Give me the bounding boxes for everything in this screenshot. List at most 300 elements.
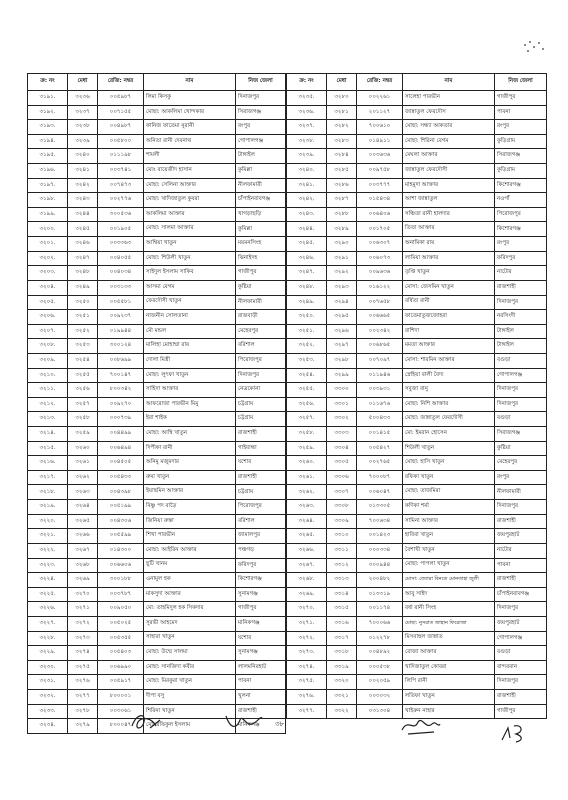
serial-cell: ৩২৩৬. — [287, 105, 327, 120]
table-header-row — [28, 74, 286, 91]
reg-no-cell: ০০৪৩৯৮ — [98, 485, 144, 500]
reg-no-cell: ০০৩৩৬৩ — [98, 237, 144, 252]
name-cell: অনিতা রানী দেবনাথ — [144, 134, 236, 149]
serial-cell: ৩২৪৪. — [287, 222, 327, 237]
district-cell: পাবনা — [236, 675, 286, 690]
merit-cell: ৩২৩৮ — [68, 120, 98, 135]
merit-cell: ৩২৭৮ — [68, 704, 98, 719]
district-cell: রাজশাহী — [495, 689, 547, 704]
name-cell: মোছা: পাপলা খাতুন — [403, 558, 495, 573]
serial-cell: ৩২১০. — [28, 368, 68, 383]
name-cell: ফেরদৌসী খাতুন — [144, 295, 236, 310]
table-row — [287, 134, 547, 149]
header-district: নিজ জেলা — [236, 74, 286, 91]
header-name: নাম — [144, 74, 236, 91]
district-cell: রংপুর — [236, 120, 286, 135]
district-cell: জয়পুরহাট — [495, 529, 547, 544]
reg-no-cell: ০০৪৩০৬ — [98, 514, 144, 529]
header-reg-no: রেজি: নম্বর — [98, 74, 144, 91]
district-cell: পিরোজপুর — [236, 500, 286, 515]
serial-cell: ৩১৯৫. — [28, 149, 68, 164]
right-table-body — [287, 91, 547, 719]
serial-cell: ৩২৭৭. — [287, 704, 327, 719]
reg-no-cell: ০০১৪১৫ — [357, 427, 403, 442]
reg-no-cell: ০০৫১৯৯ — [98, 500, 144, 515]
name-cell: রাশিদা — [403, 324, 495, 339]
name-cell: মোছা: শিউলী খাতুন — [144, 251, 236, 266]
reg-no-cell: ৩০০১২৪ — [98, 339, 144, 354]
reg-no-cell: ০০৬৩০৭ — [357, 237, 403, 252]
district-cell: রাজশাহী — [495, 573, 547, 588]
serial-cell: ৩২৩৪. — [28, 719, 68, 734]
name-cell: মোছা: হাসি খাতুন — [403, 456, 495, 471]
signature-3 — [398, 712, 442, 738]
merit-cell: ৩২৬২ — [68, 470, 98, 485]
reg-no-cell: ০০৬৪৯৪ — [98, 441, 144, 456]
table-row — [287, 616, 547, 631]
reg-no-cell: ৭০০০৮৭ — [357, 470, 403, 485]
serial-cell: ৩২২৮. — [28, 631, 68, 646]
name-cell: মোসা: জ্যোরা বিনতে মোনতাহা জুলী — [403, 573, 495, 588]
reg-no-cell: ০১২২৭৮ — [357, 631, 403, 646]
serial-cell: ৩২৫২. — [287, 339, 327, 354]
reg-no-cell: ৮০০০৪৭ — [98, 719, 144, 734]
district-cell: গাজীপুর — [236, 266, 286, 281]
reg-no-cell: ০০৯০৫০ — [98, 602, 144, 617]
reg-no-cell: ০০০৭৩৯ — [98, 412, 144, 427]
table-row — [287, 164, 547, 179]
serial-cell: ৩২৬৬. — [287, 543, 327, 558]
name-cell: কানিজ ফাতেমা নুরানী — [144, 120, 236, 135]
reg-no-cell: ০০৯২৩৭ — [98, 310, 144, 325]
table-row — [287, 91, 547, 106]
merit-cell: ৩২৫১ — [68, 310, 98, 325]
district-cell: কিশোরগঞ্জ — [236, 573, 286, 588]
name-cell: জান্নাতুল ফেরদৌস — [403, 105, 495, 120]
reg-no-cell: ০০২৭৭৬ — [98, 193, 144, 208]
merit-cell: ৩২৫২ — [68, 324, 98, 339]
table-row — [287, 558, 547, 573]
merit-cell: ৩২৫৯ — [68, 427, 98, 442]
merit-cell: ৩৩০৭ — [327, 485, 357, 500]
district-cell: রংপুর — [495, 120, 547, 135]
table-row — [287, 485, 547, 500]
merit-cell: ৩২৩৯ — [68, 134, 98, 149]
merit-cell: ৩৩০১ — [327, 397, 357, 412]
serial-cell: ৩২২৫. — [28, 587, 68, 602]
header-serial: ক্র: নং — [287, 74, 327, 91]
district-cell: রাজশাহী — [236, 470, 286, 485]
serial-cell: ৩২৬০. — [287, 456, 327, 471]
table-row — [287, 675, 547, 690]
serial-cell: ৩২০১. — [28, 237, 68, 252]
merit-cell: ৩২৫৭ — [68, 397, 98, 412]
table-row — [28, 456, 286, 471]
reg-no-cell: ২০০৪৮২ — [357, 573, 403, 588]
name-cell: মৌ মন্ডল — [144, 324, 236, 339]
district-cell: সুনামগঞ্জ — [236, 587, 286, 602]
district-cell: চট্টগ্রাম — [236, 412, 286, 427]
reg-no-cell: ০০৫৩৫৫ — [98, 631, 144, 646]
table-row — [287, 339, 547, 354]
merit-cell: ৩৩২১ — [327, 689, 357, 704]
district-cell: নরসিংদী — [495, 310, 547, 325]
table-row — [287, 646, 547, 661]
district-cell: ময়মনসিংহ — [236, 237, 286, 252]
table-row — [287, 689, 547, 704]
serial-cell: ৩২৪৯. — [287, 295, 327, 310]
merit-cell: ৩২৯৬ — [327, 324, 357, 339]
serial-cell: ৩১৯৬. — [28, 164, 68, 179]
name-cell: লিপি রানী — [403, 675, 495, 690]
name-cell: ইয়াছমিন আক্তার — [144, 485, 236, 500]
reg-no-cell: ০৩১৩০৪ — [357, 704, 403, 719]
reg-no-cell: ০০৫৯৮৭ — [98, 91, 144, 106]
merit-cell: ৩২৭৭ — [68, 689, 98, 704]
table-row — [28, 427, 286, 442]
table-row — [287, 353, 547, 368]
serial-cell: ৩২৭৩. — [287, 646, 327, 661]
reg-no-cell: ০০৭১৫৫ — [98, 105, 144, 120]
serial-cell: ৩২০৩. — [28, 266, 68, 281]
name-cell: মোছা: শিরিনা বেগম — [403, 134, 495, 149]
district-cell: কুমিল্লা — [236, 222, 286, 237]
merit-cell: ৩২৪৫ — [68, 222, 98, 237]
left-results-table — [27, 73, 286, 734]
name-cell: খাদিজাতুল কোবরা — [403, 660, 495, 675]
table-row — [28, 105, 286, 120]
district-cell: টাঙ্গাইল — [236, 149, 286, 164]
name-cell: জান্নাতুল ফেরদৌসী — [403, 164, 495, 179]
merit-cell: ৩২৭৯ — [68, 719, 98, 734]
merit-cell: ৩২৮৮ — [327, 207, 357, 222]
table-row — [287, 383, 547, 398]
name-cell: হাবিবা খাতুন — [403, 529, 495, 544]
serial-cell: ৩২৩৫. — [287, 91, 327, 106]
reg-no-cell: ০০১১৭৪ — [357, 602, 403, 617]
table-row — [28, 558, 286, 573]
merit-cell: ৩২৪৪ — [68, 207, 98, 222]
name-cell: বিষ্ণু পদ বাড়ৈ — [144, 500, 236, 515]
merit-cell: ৩২৭৬ — [68, 675, 98, 690]
name-cell: বর্ষা রানী সিংহ — [403, 602, 495, 617]
serial-cell: ৩২৪৬. — [287, 251, 327, 266]
serial-cell: ৩২৬৩. — [287, 500, 327, 515]
district-cell: দিনাজপুর — [495, 602, 547, 617]
name-cell: ইরা শাইক — [144, 412, 236, 427]
district-cell: মেহেরপুর — [236, 324, 286, 339]
serial-cell: ৩২৪৫. — [287, 237, 327, 252]
name-cell: মাকসুদা আক্তার — [144, 587, 236, 602]
table-row — [28, 412, 286, 427]
reg-no-cell: ৩০০৯৪৪ — [357, 558, 403, 573]
name-cell: মোছা: নিশি আক্তার — [403, 397, 495, 412]
merit-cell: ৩৩০০ — [327, 383, 357, 398]
left-table-body — [28, 91, 286, 734]
merit-cell: ৩৩১৭ — [327, 631, 357, 646]
serial-cell: ৩২০৫. — [28, 295, 68, 310]
serial-cell: ৩২৫০. — [287, 310, 327, 325]
table-row — [287, 266, 547, 281]
reg-no-cell: ০০৫০২৫ — [98, 616, 144, 631]
reg-no-cell: ০০৩৭৪১ — [98, 164, 144, 179]
table-row — [28, 222, 286, 237]
name-cell: মো: তাহমিদুল হক সিকদার — [144, 602, 236, 617]
reg-no-cell: ০০০৫৩৮ — [357, 660, 403, 675]
merit-cell: ৩৩১২ — [327, 558, 357, 573]
reg-no-cell: ০০৬০৪৭ — [357, 485, 403, 500]
table-row — [287, 310, 547, 325]
name-cell: মো: রফিকুল ইসলাম — [144, 719, 236, 734]
merit-cell: ৩২৮২ — [327, 120, 357, 135]
table-row — [287, 222, 547, 237]
reg-no-cell: ০০৩৭৮৭ — [98, 587, 144, 602]
serial-cell: ৩২৩০. — [28, 660, 68, 675]
serial-cell: ৩২১১. — [28, 383, 68, 398]
serial-cell: ৩১৯৩. — [28, 120, 68, 135]
serial-cell: ৩২৩৩. — [28, 704, 68, 719]
serial-cell: ৩২১৬. — [28, 456, 68, 471]
table-row — [28, 602, 286, 617]
district-cell: নাটোর — [495, 266, 547, 281]
name-cell: লিমা কিসকু — [144, 91, 236, 106]
name-cell: আফরোজা পারভীন মিমু — [144, 397, 236, 412]
district-cell: নওগাঁ — [495, 193, 547, 208]
serial-cell: ৩২৭২. — [287, 631, 327, 646]
serial-cell: ৩২৭৪. — [287, 660, 327, 675]
header-merit: মেধা — [68, 74, 98, 91]
district-cell: দিনাজপুর — [495, 500, 547, 515]
district-cell: বগুড়া — [495, 646, 547, 661]
district-cell: ঝিনাইদহ — [236, 251, 286, 266]
serial-cell: ৩২২৪. — [28, 573, 68, 588]
serial-cell: ৩২৪২. — [287, 193, 327, 208]
reg-no-cell: ০১৫৪৩৪ — [357, 193, 403, 208]
table-row — [287, 441, 547, 456]
table-row — [28, 689, 286, 704]
name-cell: মালিহা মোহাম্মা রায় — [144, 339, 236, 354]
serial-cell: ৩২০৮. — [28, 339, 68, 354]
merit-cell: ৩২৬৮ — [68, 558, 98, 573]
merit-cell: ৩২৮৫ — [327, 164, 357, 179]
district-cell: যশোর — [236, 631, 286, 646]
header-district: নিজ জেলা — [495, 74, 547, 91]
serial-cell: ৩১৯৯. — [28, 207, 68, 222]
district-cell: নীলফামারী — [236, 295, 286, 310]
name-cell: লামিয়া আক্তার — [403, 251, 495, 266]
name-cell: তিতা আক্তার — [403, 222, 495, 237]
district-cell: গোপালগঞ্জ — [495, 368, 547, 383]
merit-cell: ৩৩১৬ — [327, 616, 357, 631]
reg-no-cell: ০০৫৯১৭ — [98, 675, 144, 690]
district-cell: গাজীপুর — [236, 602, 286, 617]
district-cell: চট্টগ্রাম — [236, 485, 286, 500]
table-row — [28, 383, 286, 398]
merit-cell: ৩২৯৭ — [327, 339, 357, 354]
table-row — [28, 251, 286, 266]
merit-cell: ৩২৯৫ — [327, 310, 357, 325]
name-cell: মোছা: জান্নাতুল ফেরদৌসী — [403, 412, 495, 427]
merit-cell: ৩২৪৯ — [68, 280, 98, 295]
reg-no-cell: ৩০০১৮৮ — [98, 573, 144, 588]
merit-cell: ৩২৫৮ — [68, 412, 98, 427]
merit-cell: ৩২৪২ — [68, 178, 98, 193]
district-cell: নীলফামারী — [236, 178, 286, 193]
serial-cell: ৩২১৮. — [28, 485, 68, 500]
district-cell: জামালপুর — [236, 529, 286, 544]
name-cell: শামলী — [144, 149, 236, 164]
district-cell: টাঙ্গাইল — [495, 339, 547, 354]
district-cell: কুড়িগ্রাম — [495, 164, 547, 179]
serial-cell: ৩২৫৫. — [287, 383, 327, 398]
reg-no-cell: ০০৩১৩৩ — [98, 280, 144, 295]
table-row — [28, 207, 286, 222]
serial-cell: ৩২০৯. — [28, 353, 68, 368]
table-row — [287, 514, 547, 529]
district-cell: সিরাজগঞ্জ — [495, 149, 547, 164]
name-cell: মোছা: আম্বি খাতুন — [144, 427, 236, 442]
reg-no-cell: ০০৩৯৩১ — [357, 383, 403, 398]
reg-no-cell: ০০৭৪৭৩ — [98, 178, 144, 193]
merit-cell: ৩২৯১ — [327, 251, 357, 266]
name-cell: মোছা: তাজমিরা — [403, 485, 495, 500]
reg-no-cell: ০০৮৬৯৯ — [98, 353, 144, 368]
merit-cell: ৩৩০২ — [327, 412, 357, 427]
reg-no-cell: ০০৬৯৯০ — [98, 660, 144, 675]
reg-no-cell: ০১৩৩১৯ — [357, 587, 403, 602]
name-cell: সাহিদা আক্তার — [144, 383, 236, 398]
reg-no-cell: ০০৫৮০০ — [98, 134, 144, 149]
reg-no-cell: ০০৬৮৬৫ — [357, 339, 403, 354]
table-row — [28, 485, 286, 500]
district-cell: দিনাজপুর — [236, 368, 286, 383]
merit-cell: ৩২৬১ — [68, 456, 98, 471]
table-row — [287, 397, 547, 412]
serial-cell: ৩২১২. — [28, 397, 68, 412]
serial-cell: ৩২৪১. — [287, 178, 327, 193]
merit-cell: ৩৩১৫ — [327, 602, 357, 617]
district-cell: সিরাজগঞ্জ — [495, 427, 547, 442]
name-cell: জিনিয়া রুস্তা — [144, 514, 236, 529]
table-row — [28, 631, 286, 646]
table-row — [28, 178, 286, 193]
serial-cell: ৩২০৬. — [28, 310, 68, 325]
name-cell: মোছা: আইরিন আক্তার — [144, 543, 236, 558]
name-cell: শিরিনা খাতুন — [144, 704, 236, 719]
merit-cell: ৩২৮৯ — [327, 222, 357, 237]
reg-no-cell: ০০২২৬১ — [357, 91, 403, 106]
district-cell: জয়পুরহাট — [495, 616, 547, 631]
district-cell: পিরোজপুর — [236, 353, 286, 368]
table-row — [287, 456, 547, 471]
district-cell: দিনাজপুর — [495, 675, 547, 690]
merit-cell: ৩২৪৩ — [68, 193, 98, 208]
name-cell: মোছা: সানজিদা কবীর — [144, 660, 236, 675]
table-row — [287, 295, 547, 310]
table-row — [28, 660, 286, 675]
district-cell: কুমিল্লা — [236, 164, 286, 179]
serial-cell: ৩২১৩. — [28, 412, 68, 427]
district-cell: পঞ্চগড় — [236, 543, 286, 558]
table-row — [287, 193, 547, 208]
page-number: ৩৮ — [275, 720, 285, 728]
table-row — [28, 500, 286, 515]
serial-cell: ৩২২১. — [28, 529, 68, 544]
table-row — [287, 280, 547, 295]
serial-cell: ৩২৭৬. — [287, 689, 327, 704]
serial-cell: ৩১৯৭. — [28, 178, 68, 193]
merit-cell: ৩২৯২ — [327, 266, 357, 281]
serial-cell: ৩২৫৪. — [287, 368, 327, 383]
merit-cell: ৩৩১৪ — [327, 587, 357, 602]
reg-no-cell: ০০৫৪৩৩ — [98, 470, 144, 485]
reg-no-cell: ০০৬০৭৩ — [357, 251, 403, 266]
merit-cell: ৩৩১৩ — [327, 573, 357, 588]
serial-cell: ৩২২৬. — [28, 602, 68, 617]
serial-cell: ৩১৯৪. — [28, 134, 68, 149]
reg-no-cell: ০১৬১২২ — [357, 280, 403, 295]
name-cell: মো: ইমরান হোসেন — [403, 427, 495, 442]
merit-cell: ৩২৬০ — [68, 441, 98, 456]
table-row — [28, 266, 286, 281]
merit-cell: ৩২৮৬ — [327, 178, 357, 193]
serial-cell: ৩২১৫. — [28, 441, 68, 456]
serial-cell: ৩২২৭. — [28, 616, 68, 631]
table-row — [28, 310, 286, 325]
merit-cell: ৩২৮০ — [327, 91, 357, 106]
header-merit: মেধা — [327, 74, 357, 91]
table-row — [287, 178, 547, 193]
table-row — [287, 207, 547, 222]
district-cell: রাজশাহী — [236, 427, 286, 442]
district-cell: খুলনা — [236, 689, 286, 704]
reg-no-cell: ৭০০৬১০ — [357, 120, 403, 135]
table-row — [28, 339, 286, 354]
table-row — [287, 237, 547, 252]
district-cell: বরিশাল — [236, 514, 286, 529]
reg-no-cell: ০০০৩৩৪ — [357, 543, 403, 558]
reg-no-cell: ০০৯২৭০ — [98, 397, 144, 412]
merit-cell: ৩২৬৩ — [68, 485, 98, 500]
district-cell: গাইবান্ধা — [236, 441, 286, 456]
name-cell: মোছা: আকলিমা খোন্দকার — [144, 105, 236, 120]
merit-cell: ৩২৭৪ — [68, 646, 98, 661]
reg-no-cell: ০০৬৬৬৫ — [357, 310, 403, 325]
serial-cell: ৩২৫৩. — [287, 353, 327, 368]
merit-cell: ৩২৫৩ — [68, 339, 98, 354]
table-header-row — [287, 74, 547, 91]
district-cell: যশোর — [236, 456, 286, 471]
district-cell: টাঙ্গাইল — [495, 324, 547, 339]
merit-cell: ৩২৫৪ — [68, 353, 98, 368]
name-cell: দোলা মিস্ত্রী — [144, 353, 236, 368]
signature-4 — [498, 720, 532, 744]
serial-cell: ৩২২২. — [28, 543, 68, 558]
district-cell: রাজশাহী — [495, 280, 547, 295]
table-row — [28, 134, 286, 149]
serial-cell: ৩২৪৩. — [287, 207, 327, 222]
table-row — [287, 368, 547, 383]
signature-1 — [126, 708, 166, 736]
reg-no-cell: ৭০০৬৩৪ — [357, 514, 403, 529]
serial-cell: ৩২৬৫. — [287, 529, 327, 544]
serial-cell: ৩২৬৮. — [287, 573, 327, 588]
district-cell: রাজশাহী — [236, 704, 286, 719]
name-cell: মোছা: নুসরাত জাহান ফিরোজা — [403, 616, 495, 631]
reg-no-cell: ০০১৯০৫ — [98, 222, 144, 237]
name-cell: রুমা খাতুন — [144, 470, 236, 485]
name-cell: মোঃ বায়েজীদ হাসান — [144, 164, 236, 179]
